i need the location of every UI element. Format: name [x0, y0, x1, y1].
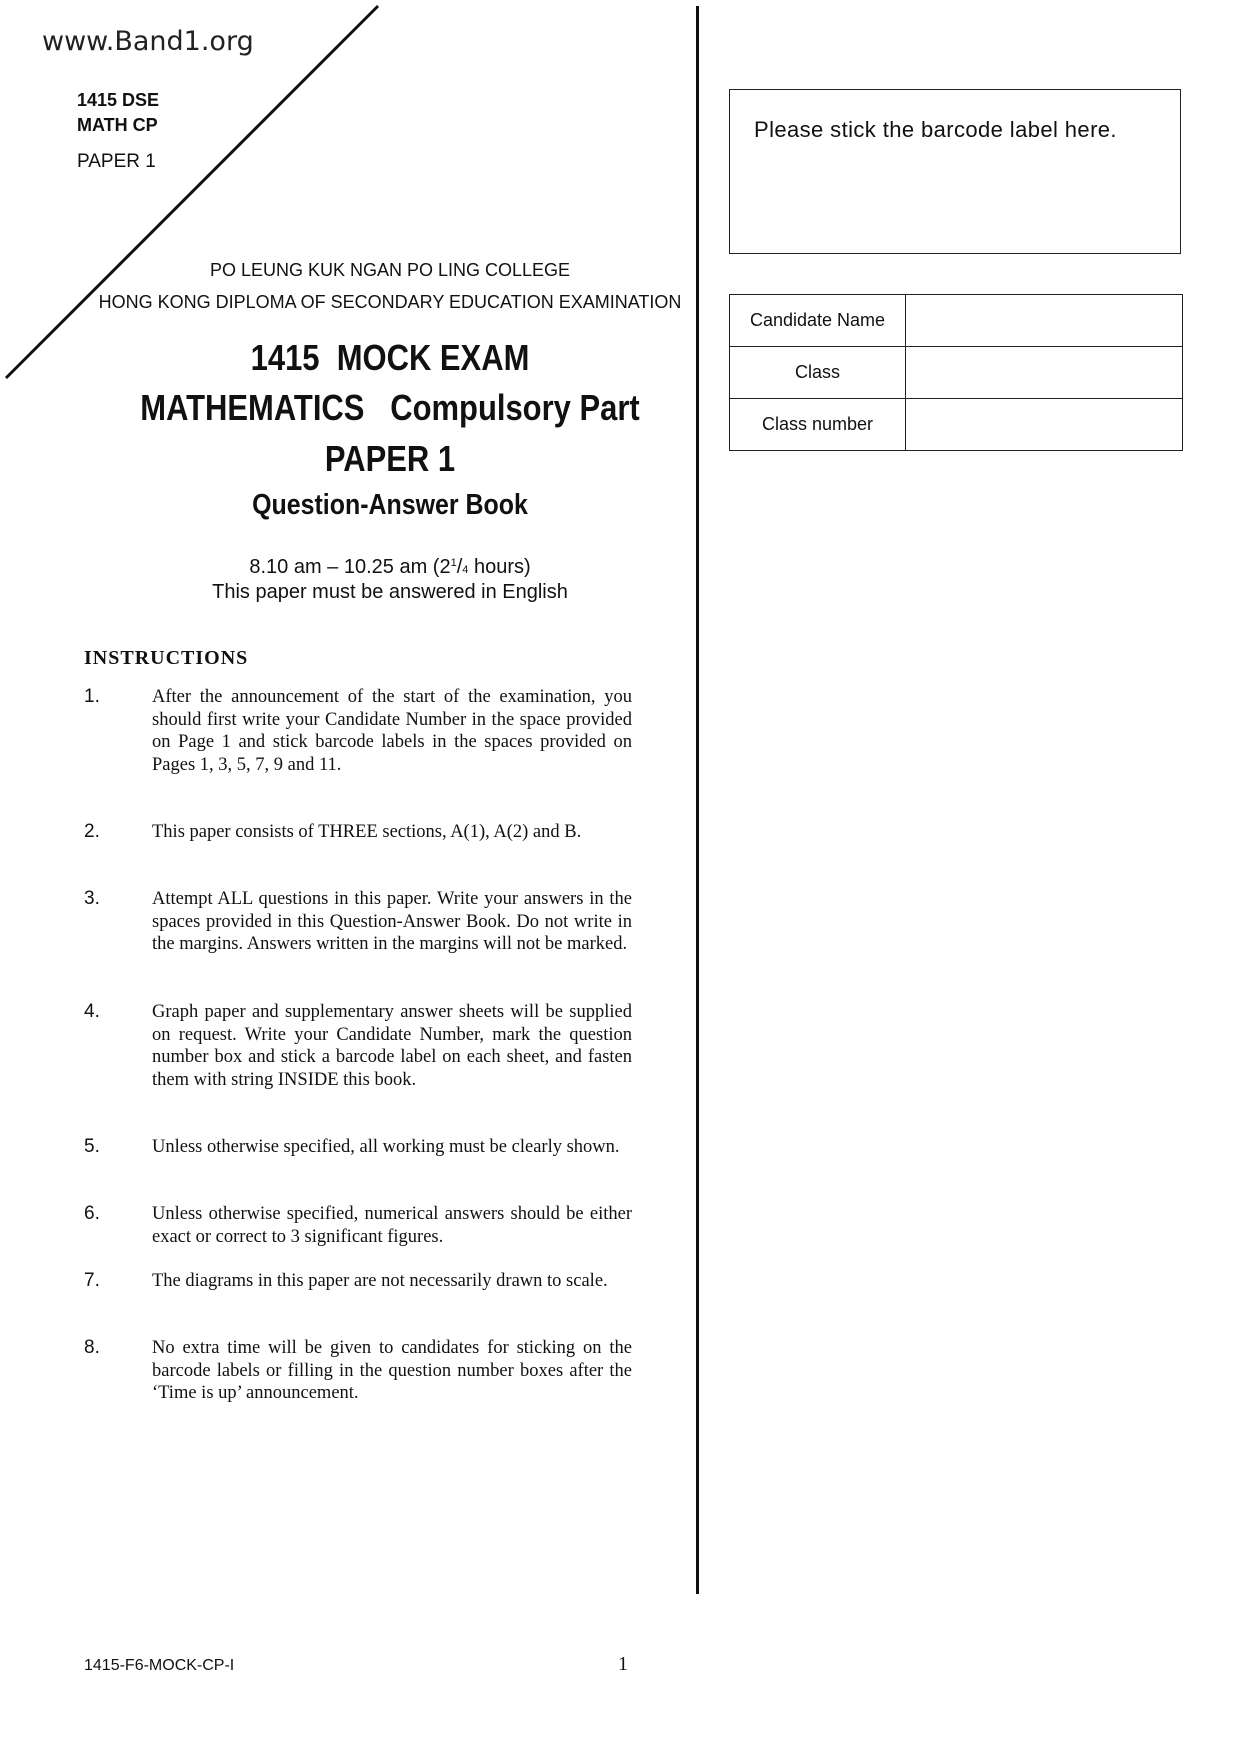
candidate-info-table — [729, 294, 1183, 451]
instruction-item — [84, 821, 632, 844]
instruction-number: 3. — [84, 888, 100, 909]
exam-body-name: HONG KONG DIPLOMA OF SECONDARY EDUCATION EXAMINATION — [98, 292, 682, 312]
barcode-label-box — [729, 89, 1181, 254]
class-label: Class — [730, 347, 906, 399]
candidate-name-field[interactable] — [906, 295, 1183, 347]
exam-time-end: hours) — [468, 556, 531, 578]
candidate-name-label: Candidate Name — [730, 295, 906, 347]
vertical-divider — [696, 6, 699, 1594]
corner-code-line-2: MATH CP — [77, 115, 158, 135]
instruction-text: No extra time will be given to candidates for sticking on the barcode labels or filling in the question number boxes after the ‘Time is up’ announcement. — [152, 1338, 632, 1404]
exam-time-start: 8.10 am – 10.25 am (2 — [249, 556, 451, 578]
instruction-item — [84, 686, 632, 776]
class-row — [730, 347, 1183, 399]
instructions-heading: INSTRUCTIONS — [84, 647, 249, 669]
corner-code-line-1: 1415 DSE — [77, 90, 160, 110]
instruction-text: Attempt ALL questions in this paper. Write your answers in the spaces provided in this Question-Answer Book. Do not write in the margins. Answers written in the margins will not be marked. — [152, 889, 632, 955]
instruction-item — [84, 1203, 632, 1248]
class-number-field[interactable] — [906, 399, 1183, 451]
instruction-item — [84, 1337, 632, 1405]
corner-paper-label: PAPER 1 — [77, 151, 156, 172]
class-field[interactable] — [906, 347, 1183, 399]
instruction-number: 7. — [84, 1270, 100, 1291]
instruction-text: Unless otherwise specified, numerical answers should be either exact or correct to 3 significant figures. — [152, 1204, 632, 1247]
barcode-instruction: Please stick the barcode label here. — [754, 117, 1117, 142]
instruction-text: This paper consists of THREE sections, A(1), A(2) and B. — [152, 822, 582, 842]
candidate-name-row — [730, 295, 1183, 347]
instruction-number: 4. — [84, 1001, 100, 1022]
instruction-number: 8. — [84, 1337, 100, 1358]
paper-title: PAPER 1 — [324, 438, 456, 479]
school-name: PO LEUNG KUK NGAN PO LING COLLEGE — [209, 260, 571, 280]
book-title: Question-Answer Book — [252, 489, 528, 521]
subject-title: MATHEMATICS Compulsory Part — [140, 387, 640, 428]
exam-time-fraction-denominator: 4 — [462, 564, 469, 576]
language-note: This paper must be answered in English — [212, 581, 568, 603]
website-watermark: www.Band1.org — [42, 26, 254, 57]
instruction-item — [84, 888, 632, 956]
footer-paper-code: 1415-F6-MOCK-CP-I — [84, 1657, 235, 1674]
instruction-item — [84, 1270, 632, 1293]
instruction-number: 5. — [84, 1136, 100, 1157]
exam-time — [80, 556, 700, 579]
instruction-item — [84, 1001, 632, 1091]
exam-time-fraction-slash: / — [456, 556, 463, 578]
exam-time-fraction-numerator: 1 — [450, 557, 457, 569]
instruction-number: 2. — [84, 821, 100, 842]
class-number-label: Class number — [730, 399, 906, 451]
instruction-number: 6. — [84, 1203, 100, 1224]
instruction-text: After the announcement of the start of the examination, you should first write your Candidate Number in the space provided on Page 1 and stick barcode labels in the spaces provided on Pages 1, 3, 5, 7, 9 and 11. — [152, 687, 632, 775]
class-number-row — [730, 399, 1183, 451]
mock-exam-title: 1415 MOCK EXAM — [250, 337, 530, 378]
page-number: 1 — [618, 1653, 628, 1675]
instruction-number: 1. — [84, 686, 100, 707]
instruction-item — [84, 1136, 632, 1159]
instruction-text: The diagrams in this paper are not necessarily drawn to scale. — [152, 1271, 608, 1291]
instruction-text: Graph paper and supplementary answer sheets will be supplied on request. Write your Candidate Number, mark the question number box and stick a barcode label on each sheet, and fasten them with string INSIDE this book. — [152, 1002, 632, 1090]
instruction-text: Unless otherwise specified, all working must be clearly shown. — [152, 1137, 620, 1157]
